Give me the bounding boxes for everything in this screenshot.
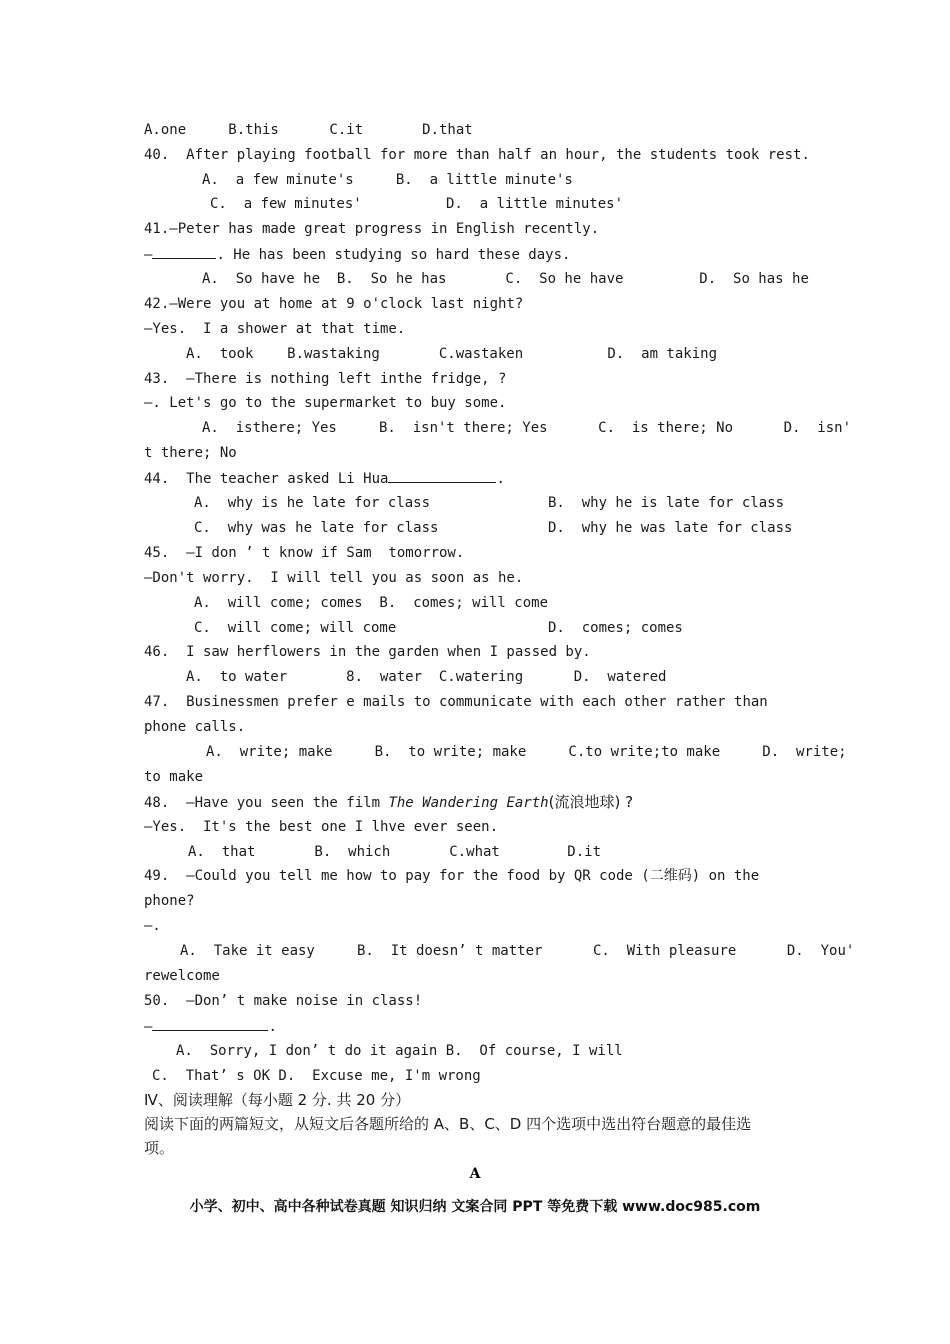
q41-options: A. So have he B. So he has C. So he have D. So has he	[202, 271, 809, 287]
q48-text: 48. —Have you seen the film	[144, 795, 389, 811]
section-heading: Ⅳ、阅读理解（每小题 2 分. 共 20 分）	[144, 1091, 411, 1109]
q47-options: A. write; make B. to write; make C.to write;to make D. write;	[206, 744, 847, 760]
q46-options: A. to water 8. water C.watering D. watered	[186, 669, 667, 685]
q48-response: —Yes. It's the best one I lhve ever seen.	[144, 819, 499, 835]
q40-stem: 40. After playing football for more than half an hour, the students took rest.	[144, 147, 810, 163]
q44-options-cd: C. why was he late for class D. why he was late for class	[194, 520, 793, 536]
q47-stem: 47. Businessmen prefer e mails to communicate with each other rather than	[144, 694, 768, 710]
q49-response: —.	[144, 918, 161, 934]
dash: —	[144, 247, 153, 263]
q49-options-cont: rewelcome	[144, 968, 220, 984]
q49-stem: 49. —Could you tell me how to pay for the food by QR code (二维码) on the	[144, 868, 760, 884]
q45-options-ab: A. will come; comes B. comes; will come	[194, 595, 549, 611]
q48-text-end: (流浪地球) ?	[548, 793, 634, 811]
q44-text: 44. The teacher asked Li Hua	[144, 471, 389, 487]
q43-options-cont: t there; No	[144, 445, 237, 461]
passage-label: A	[469, 1166, 481, 1182]
q42-response: —Yes. I a shower at that time.	[144, 321, 406, 337]
q43-options: A. isthere; Yes B. isn't there; Yes C. is there; No D. isn'	[202, 420, 852, 436]
page-footer: 小学、初中、高中各种试卷真题 知识归纳 文案合同 PPT 等免费下载 www.doc985.com	[189, 1199, 761, 1215]
q48-stem	[144, 792, 633, 813]
section-instructions-cont: 项。	[144, 1139, 175, 1157]
q47-options-cont: to make	[144, 769, 204, 785]
q44-period: .	[496, 471, 505, 487]
q39-options: A.one B.this C.it D.that	[144, 122, 473, 138]
q40-options-cd: C. a few minutes' D. a little minutes'	[210, 196, 624, 212]
q43-response: —. Let's go to the supermarket to buy some.	[144, 395, 507, 411]
answer-blank	[388, 468, 496, 483]
q41-response	[144, 244, 570, 265]
q49-options: A. Take it easy B. It doesn’ t matter C. With pleasure D. You'	[180, 943, 855, 959]
q50-stem: 50. —Don’ t make noise in class!	[144, 993, 423, 1009]
q40-options-ab: A. a few minute's B. a little minute's	[202, 172, 573, 188]
q44-stem	[144, 468, 505, 489]
q50-period: .	[268, 1019, 277, 1035]
q42-options: A. took B.wastaking C.wastaken D. am taking	[186, 346, 718, 362]
q50-options-ab: A. Sorry, I don’ t do it again B. Of course, I will	[176, 1043, 623, 1059]
q45-options-cd: C. will come; will come D. comes; comes	[194, 620, 683, 636]
q45-stem: 45. —I don ’ t know if Sam tomorrow.	[144, 545, 465, 561]
q42-stem: 42.—Were you at home at 9 o'clock last night?	[144, 296, 524, 312]
q50-response	[144, 1016, 277, 1037]
answer-blank	[152, 1016, 268, 1031]
q41-response-text: . He has been studying so hard these days.	[216, 247, 571, 263]
q49-stem-cont: phone?	[144, 893, 195, 909]
q46-stem: 46. I saw herflowers in the garden when I passed by.	[144, 644, 591, 660]
q50-options-cd: C. That’ s OK D. Excuse me, I'm wrong	[152, 1068, 481, 1084]
dash: —	[144, 1019, 153, 1035]
q47-stem-cont: phone calls.	[144, 719, 246, 735]
film-title: The Wandering Earth	[388, 795, 549, 811]
section-instructions: 阅读下面的两篇短文，从短文后各题所给的 A、B、C、D 四个选项中选出符台题意的最佳选	[144, 1115, 752, 1133]
q48-options: A. that B. which C.what D.it	[188, 844, 602, 860]
q44-options-ab: A. why is he late for class B. why he is late for class	[194, 495, 785, 511]
q41-stem: 41.—Peter has made great progress in English recently.	[144, 221, 600, 237]
q43-stem: 43. —There is nothing left inthe fridge, ?	[144, 371, 507, 387]
answer-blank	[152, 244, 216, 259]
q45-response: —Don't worry. I will tell you as soon as he.	[144, 570, 524, 586]
